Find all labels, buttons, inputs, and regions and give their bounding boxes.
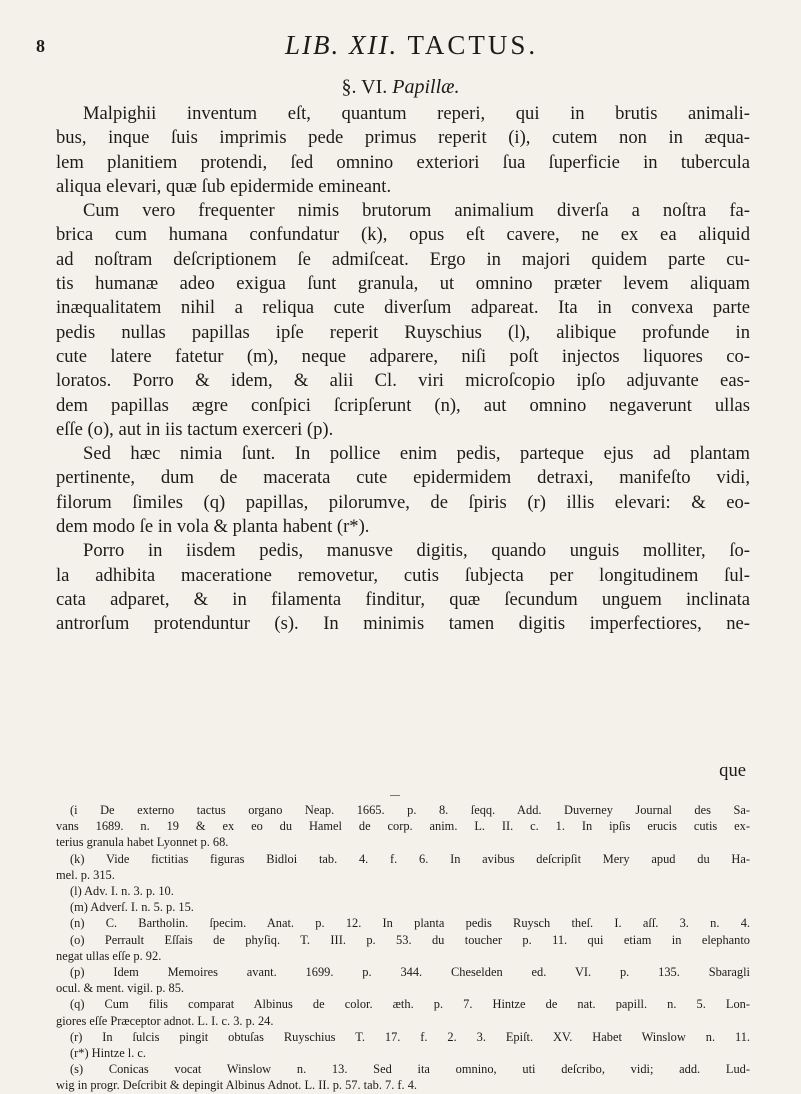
footnote-line: (q) Cum filis comparat Albinus de color. æth. p. 7. Hintze de nat. papill. n. 5. Lon- xyxy=(70,997,750,1012)
footnote-line: (r*) Hintze l. c. xyxy=(70,1046,147,1061)
footnote-line: (l) Adv. I. n. 3. p. 10. xyxy=(70,884,174,899)
footnote-line: (n) C. Bartholin. ſpecim. Anat. p. 12. In planta pedis Ruysch theſ. I. aſſ. 3. n. 4. xyxy=(70,916,750,931)
text-line: cata adparet, & in filamenta finditur, quæ ſecundum unguem inclinata xyxy=(56,588,750,610)
text-line: brica cum humana confundatur (k), opus eſt cavere, ne ex ea aliquid xyxy=(56,224,750,246)
catchword: que xyxy=(719,760,746,781)
text-line: loratos. Porro & idem, & alii Cl. viri microſcopio ipſo adjuvante eas- xyxy=(56,370,750,392)
footnote-line: vans 1689. n. 19 & ex eo du Hamel de corp. anim. L. II. c. 1. In ipſis erucis cutis ex- xyxy=(56,819,750,834)
footnote-line: ocul. & ment. vigil. p. 85. xyxy=(56,981,185,996)
text-line: tis humanæ adeo exigua ſunt granula, ut omnino præter levem aliquam xyxy=(56,273,750,295)
running-title-subject: TACTUS. xyxy=(407,30,539,60)
text-line: Cum vero frequenter nimis brutorum animalium diverſa a noſtra fa- xyxy=(83,200,750,222)
footnote-separator xyxy=(390,795,400,796)
section-number: §. VI. xyxy=(341,76,388,98)
footnote-line: (s) Conicas vocat Winslow n. 13. Sed ita omnino, uti deſcribo, vidi; add. Lud- xyxy=(70,1062,750,1077)
text-line: dem modo ſe in vola & planta habent (r*). xyxy=(56,516,370,538)
running-header xyxy=(0,30,801,66)
footnote-line: wig in progr. Deſcribit & depingit Albinus Adnot. L. II. p. 57. tab. 7. f. 4. xyxy=(56,1078,418,1093)
text-line: pedis nullas papillas ipſe reperit Ruyschius (l), alibique profunde in xyxy=(56,321,750,343)
text-line: filorum ſimiles (q) papillas, pilorumve, de ſpiris (r) illis elevari: & eo- xyxy=(56,491,750,513)
running-title xyxy=(285,30,538,61)
text-line: pertinente, dum de macerata cute epidermidem detraxi, manifeſto vidi, xyxy=(56,467,750,489)
footnote-line: (r) In ſulcis pingit obtuſas Ruyschius T. 17. f. 2. 3. Epiſt. XV. Habet Winslow n. 11. xyxy=(70,1029,750,1044)
main-text xyxy=(56,102,750,637)
footnote-line: giores eſſe Præceptor adnot. L. I. c. 3. p. 24. xyxy=(56,1013,274,1028)
text-line: Malpighii inventum eſt, quantum reperi, qui in brutis animali- xyxy=(83,103,750,124)
footnote-line: (m) Adverſ. I. n. 5. p. 15. xyxy=(70,900,194,915)
running-title-book: LIB. XII. xyxy=(285,30,399,60)
text-line: Sed hæc nimia ſunt. In pollice enim pedis, parteque ejus ad plantam xyxy=(83,443,750,465)
footnote-line: mel. p. 315. xyxy=(56,867,115,882)
text-line: bus, inque ſuis imprimis pede primus reperit (i), cutem non in æqua- xyxy=(56,127,750,149)
section-title: Papillæ. xyxy=(392,76,460,98)
text-line: eſſe (o), aut in iis tactum exerceri (p). xyxy=(56,418,334,440)
footnote-line: terius granula habet Lyonnet p. 68. xyxy=(56,835,229,850)
text-line: la adhibita maceratione removetur, cutis ſubjecta per longitudinem ſul- xyxy=(56,564,750,586)
footnote-line: (i De externo tactus organo Neap. 1665. p. 8. ſeqq. Add. Duverney Journal des Sa- xyxy=(70,803,750,817)
text-line: inæqualitatem nihil a reliqua cute diverſum adpareat. Ita in convexa parte xyxy=(56,297,750,319)
page-number: 8 xyxy=(36,36,45,56)
footnotes xyxy=(56,802,750,1094)
text-line: aliqua elevari, quæ ſub epidermide emineant. xyxy=(56,175,392,197)
text-line: antrorſum protenduntur (s). In minimis tamen digitis imperfectiores, ne- xyxy=(56,613,750,635)
text-line: cute latere fatetur (m), neque adparere, niſi poſt injectos liquores co- xyxy=(56,345,750,367)
footnote-line: negat ullas eſſe p. 92. xyxy=(56,948,162,963)
text-line: Porro in iisdem pedis, manusve digitis, quando unguis molliter, ſo- xyxy=(83,540,750,562)
footnote-line: (o) Perrault Eſſais de phyſiq. T. III. p. 53. du toucher p. 11. qui etiam in elephanto xyxy=(70,932,750,947)
text-line: dem papillas ægre conſpici ſcripſerunt (n), aut omnino negaverunt ullas xyxy=(56,394,750,416)
text-line: ad noſtram deſcriptionem ſe admiſceat. Ergo in majori quidem parte cu- xyxy=(56,248,750,270)
text-line: lem planitiem protendi, ſed omnino exteriori ſua ſuperficie in tubercula xyxy=(56,151,750,173)
section-heading xyxy=(0,76,801,99)
footnote-line: (p) Idem Memoires avant. 1699. p. 344. Cheselden ed. VI. p. 135. Sbaragli xyxy=(70,965,750,980)
footnote-line: (k) Vide fictitias figuras Bidloi tab. 4. f. 6. In avibus deſcripſit Mery apud du Ha- xyxy=(70,851,750,866)
